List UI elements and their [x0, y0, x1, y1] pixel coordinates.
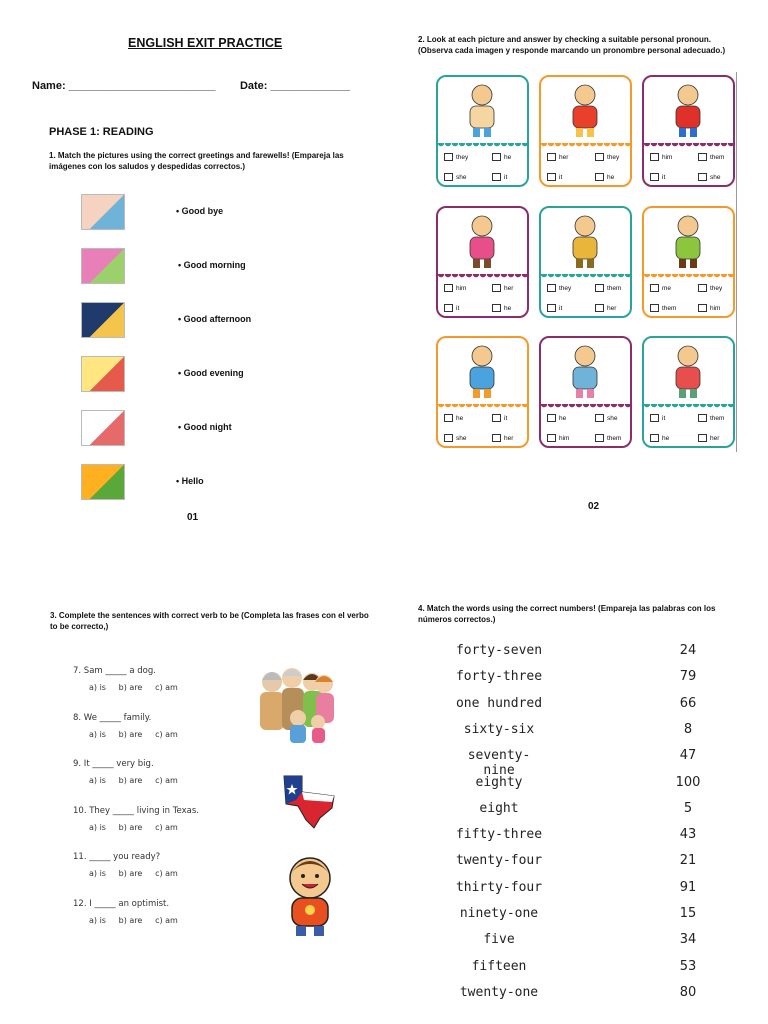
- pronoun-option-she[interactable]: [595, 414, 617, 422]
- option-label: him: [662, 153, 673, 161]
- number-value[interactable]: 34: [679, 932, 697, 948]
- number-word[interactable]: eight: [479, 800, 519, 816]
- pronoun-option-her[interactable]: [547, 153, 568, 161]
- number-value[interactable]: 79: [679, 669, 697, 685]
- pronoun-option-she[interactable]: [444, 173, 466, 181]
- pronoun-option-he[interactable]: [492, 304, 511, 312]
- option-label: it: [662, 173, 666, 181]
- checkbox[interactable]: [444, 284, 453, 292]
- greeting-picture[interactable]: [81, 356, 125, 392]
- checkbox[interactable]: [595, 414, 604, 422]
- checkbox[interactable]: [698, 414, 707, 422]
- number-value[interactable]: 47: [679, 748, 697, 764]
- question-text: 8. We _____ family.: [73, 712, 152, 723]
- number-word[interactable]: thirty-four: [455, 879, 543, 895]
- pronoun-option-it[interactable]: [444, 304, 459, 312]
- pronoun-option-he[interactable]: [492, 153, 511, 161]
- card-divider: [438, 143, 527, 148]
- question-text: 11. _____ you ready?: [73, 852, 161, 862]
- checkbox[interactable]: [444, 153, 453, 161]
- answer-options[interactable]: a) is b) are c) am: [89, 776, 178, 785]
- number-value[interactable]: 15: [679, 906, 697, 921]
- number-word[interactable]: five: [483, 932, 515, 948]
- pronoun-card: [539, 206, 632, 318]
- option-label: she: [710, 173, 721, 181]
- pronoun-option-they[interactable]: [547, 284, 571, 292]
- card-divider: [644, 143, 733, 148]
- checkbox[interactable]: [444, 173, 453, 181]
- number-value[interactable]: 24: [679, 643, 697, 658]
- greeting-label[interactable]: • Good morning: [178, 260, 246, 270]
- pronoun-option-he[interactable]: [444, 414, 463, 422]
- answer-options[interactable]: a) is b) are c) am: [89, 822, 178, 832]
- option-label: they: [456, 153, 469, 161]
- pronoun-option-it[interactable]: [547, 304, 562, 312]
- checkbox[interactable]: [595, 284, 604, 292]
- checkbox[interactable]: [650, 414, 659, 422]
- pronoun-option-he[interactable]: [547, 414, 566, 422]
- pronoun-option-him[interactable]: [547, 434, 569, 442]
- greeting-picture[interactable]: [81, 194, 125, 230]
- checkbox[interactable]: [595, 153, 604, 161]
- option-label: them: [710, 414, 725, 422]
- greeting-label[interactable]: • Good bye: [176, 206, 224, 216]
- pronoun-option-it[interactable]: [650, 173, 665, 181]
- pronoun-card: [436, 206, 529, 318]
- checkbox[interactable]: [547, 153, 556, 161]
- option-label: it: [559, 173, 563, 181]
- checkbox[interactable]: [444, 434, 453, 442]
- greeting-picture[interactable]: [81, 302, 125, 338]
- option-label: them: [607, 284, 622, 292]
- pronoun-card: [436, 75, 529, 187]
- option-label: they: [559, 284, 572, 292]
- vertical-rule: [736, 72, 737, 452]
- checkbox[interactable]: [698, 434, 707, 442]
- option-label: him: [456, 284, 467, 292]
- pronoun-option-it[interactable]: [492, 414, 507, 422]
- checkbox[interactable]: [698, 173, 707, 181]
- answer-options[interactable]: a) is b) are c) am: [89, 915, 178, 925]
- option-label: her: [504, 284, 514, 292]
- number-word[interactable]: seventy-nine: [467, 748, 531, 779]
- greeting-picture[interactable]: [81, 248, 125, 284]
- pronoun-option-it[interactable]: [547, 173, 562, 181]
- number-word[interactable]: twenty-one: [459, 984, 539, 1000]
- texas-flag-map-icon: [276, 770, 338, 830]
- option-label: him: [559, 434, 570, 442]
- name-date-line: Name: ________________________ Date: _____________: [32, 80, 351, 92]
- pronoun-option-him[interactable]: [698, 304, 720, 312]
- number-word[interactable]: eighty: [475, 774, 523, 790]
- greeting-label[interactable]: • Good night: [178, 422, 232, 432]
- card-divider: [541, 143, 630, 148]
- question-text: 12. I _____ an optimist.: [73, 898, 170, 909]
- option-label: it: [456, 304, 460, 312]
- pronoun-card: [642, 206, 735, 318]
- checkbox[interactable]: [444, 304, 453, 312]
- card-divider: [644, 404, 733, 409]
- pronoun-option-them[interactable]: [698, 414, 724, 422]
- page-number-02: 02: [588, 501, 600, 512]
- boy-standing-icon: [646, 340, 731, 400]
- toy-dog-icon: [646, 79, 731, 139]
- checkbox[interactable]: [492, 173, 501, 181]
- option-label: he: [504, 153, 512, 161]
- number-value[interactable]: 100: [675, 774, 701, 790]
- answer-options[interactable]: a) is b) are c) am: [89, 869, 178, 878]
- bird-icon: [440, 340, 525, 400]
- checkbox[interactable]: [595, 304, 604, 312]
- pronoun-card: [642, 75, 735, 187]
- pronoun-card: [539, 336, 632, 448]
- checkbox[interactable]: [698, 304, 707, 312]
- checkbox[interactable]: [492, 414, 501, 422]
- option-label: they: [710, 284, 723, 292]
- checkbox[interactable]: [547, 304, 556, 312]
- number-value[interactable]: 5: [683, 800, 693, 816]
- checkbox[interactable]: [492, 284, 501, 292]
- option-label: it: [504, 173, 508, 181]
- option-label: he: [559, 414, 567, 422]
- pronoun-option-it[interactable]: [492, 173, 507, 181]
- worksheet-title: ENGLISH EXIT PRACTICE: [128, 36, 283, 50]
- number-value[interactable]: 21: [679, 853, 697, 869]
- option-label: them: [710, 153, 725, 161]
- option-label: me: [662, 284, 672, 292]
- smiling-boy-icon: [282, 852, 338, 938]
- pronoun-card: [436, 336, 529, 448]
- section2-instruction: 2. Look at each picture and answer by checking a suitable personal pronoun. (Observa cada imagen y responde marcando un pronombre personal adecuado.): [418, 35, 726, 55]
- option-label: her: [504, 434, 514, 442]
- checkbox[interactable]: [650, 173, 659, 181]
- option-label: her: [607, 304, 617, 312]
- section4-instruction: 4. Match the words using the correct numbers! (Empareja las palabras con los números correctos.): [418, 604, 716, 624]
- pronoun-option-them[interactable]: [650, 304, 676, 312]
- checkbox[interactable]: [492, 153, 501, 161]
- greeting-picture[interactable]: [81, 410, 125, 446]
- number-value[interactable]: 91: [679, 879, 697, 895]
- question-text: 10. They _____ living in Texas.: [73, 805, 199, 816]
- number-word[interactable]: forty-seven: [455, 643, 543, 658]
- number-word[interactable]: fifty-three: [455, 827, 543, 843]
- pronoun-option-they[interactable]: [444, 153, 468, 161]
- card-divider: [644, 274, 733, 279]
- checkbox[interactable]: [650, 304, 659, 312]
- checkbox[interactable]: [650, 434, 659, 442]
- option-label: she: [456, 173, 467, 181]
- pronoun-option-her[interactable]: [492, 434, 513, 442]
- pronoun-option-them[interactable]: [595, 284, 621, 292]
- pronoun-option-her[interactable]: [492, 284, 513, 292]
- option-label: them: [607, 434, 622, 442]
- firefighter-icon: [543, 79, 628, 139]
- pronoun-option-him[interactable]: [444, 284, 466, 292]
- option-label: they: [607, 153, 620, 161]
- option-label: he: [662, 434, 670, 442]
- card-divider: [438, 274, 527, 279]
- question-text: 7. Sam _____ a dog.: [73, 666, 156, 676]
- checkbox[interactable]: [650, 284, 659, 292]
- pronoun-option-them[interactable]: [595, 434, 621, 442]
- pronoun-card: [642, 336, 735, 448]
- option-label: him: [710, 304, 721, 312]
- option-label: he: [456, 414, 464, 422]
- checkbox[interactable]: [547, 414, 556, 422]
- option-label: he: [504, 304, 512, 312]
- pronoun-option-he[interactable]: [650, 434, 669, 442]
- pronoun-option-she[interactable]: [444, 434, 466, 442]
- pronoun-option-it[interactable]: [650, 414, 665, 422]
- number-value[interactable]: 8: [683, 721, 693, 737]
- question-text: 9. It _____ very big.: [73, 759, 154, 769]
- option-label: it: [662, 414, 666, 422]
- number-value[interactable]: 66: [679, 695, 697, 711]
- section1-instruction: 1. Match the pictures using the correct greetings and farewells! (Empareja las imágenes con los saludos y despedidas correctos.): [49, 151, 344, 171]
- checkbox[interactable]: [698, 284, 707, 292]
- family-icon: [543, 340, 628, 400]
- pronoun-option-he[interactable]: [595, 173, 614, 181]
- checkbox[interactable]: [698, 153, 707, 161]
- page-number-01: 01: [187, 512, 199, 523]
- greeting-label[interactable]: • Hello: [176, 476, 204, 486]
- checkbox[interactable]: [547, 434, 556, 442]
- number-word[interactable]: fifteen: [471, 958, 527, 974]
- pronoun-option-her[interactable]: [698, 434, 719, 442]
- checkbox[interactable]: [547, 284, 556, 292]
- pronoun-option-she[interactable]: [698, 173, 720, 181]
- checkbox[interactable]: [547, 173, 556, 181]
- two-kids-icon: [440, 79, 525, 139]
- greeting-label[interactable]: • Good evening: [178, 368, 244, 378]
- number-value[interactable]: 43: [679, 827, 697, 843]
- pronoun-option-me[interactable]: [650, 284, 671, 292]
- checkbox[interactable]: [492, 304, 501, 312]
- greeting-label[interactable]: • Good afternoon: [178, 314, 252, 324]
- boy-cheering-icon: [646, 210, 731, 270]
- checkbox[interactable]: [595, 173, 604, 181]
- phase-heading: PHASE 1: READING: [49, 126, 154, 138]
- checkbox[interactable]: [444, 414, 453, 422]
- option-label: them: [662, 304, 677, 312]
- number-value[interactable]: 80: [679, 984, 697, 1000]
- pronoun-option-her[interactable]: [595, 304, 616, 312]
- number-word[interactable]: ninety-one: [459, 906, 539, 921]
- checkbox[interactable]: [650, 153, 659, 161]
- checkbox[interactable]: [492, 434, 501, 442]
- option-label: she: [607, 414, 618, 422]
- number-word[interactable]: sixty-six: [463, 721, 535, 737]
- number-word[interactable]: twenty-four: [455, 853, 543, 869]
- number-value[interactable]: 53: [679, 958, 697, 974]
- section3-instruction: 3. Complete the sentences with correct verb to be (Completa las frases con el verbo to be correcto,): [50, 611, 369, 631]
- trophy-icon: [543, 210, 628, 270]
- pronoun-option-him[interactable]: [650, 153, 672, 161]
- checkbox[interactable]: [595, 434, 604, 442]
- pronoun-option-they[interactable]: [595, 153, 619, 161]
- option-label: it: [504, 414, 508, 422]
- number-word[interactable]: forty-three: [455, 669, 543, 685]
- answer-options[interactable]: a) is b) are c) am: [89, 729, 178, 739]
- option-label: she: [456, 434, 467, 442]
- number-word[interactable]: one hundred: [455, 695, 543, 711]
- option-label: her: [559, 153, 569, 161]
- two-girls-icon: [440, 210, 525, 270]
- card-divider: [438, 404, 527, 409]
- greeting-picture[interactable]: [81, 464, 125, 500]
- pronoun-card: [539, 75, 632, 187]
- answer-options[interactable]: a) is b) are c) am: [89, 683, 178, 692]
- option-label: he: [607, 173, 615, 181]
- card-divider: [541, 274, 630, 279]
- card-divider: [541, 404, 630, 409]
- pronoun-option-they[interactable]: [698, 284, 722, 292]
- family-group-icon: [252, 662, 338, 746]
- option-label: it: [559, 304, 563, 312]
- pronoun-option-them[interactable]: [698, 153, 724, 161]
- option-label: her: [710, 434, 720, 442]
